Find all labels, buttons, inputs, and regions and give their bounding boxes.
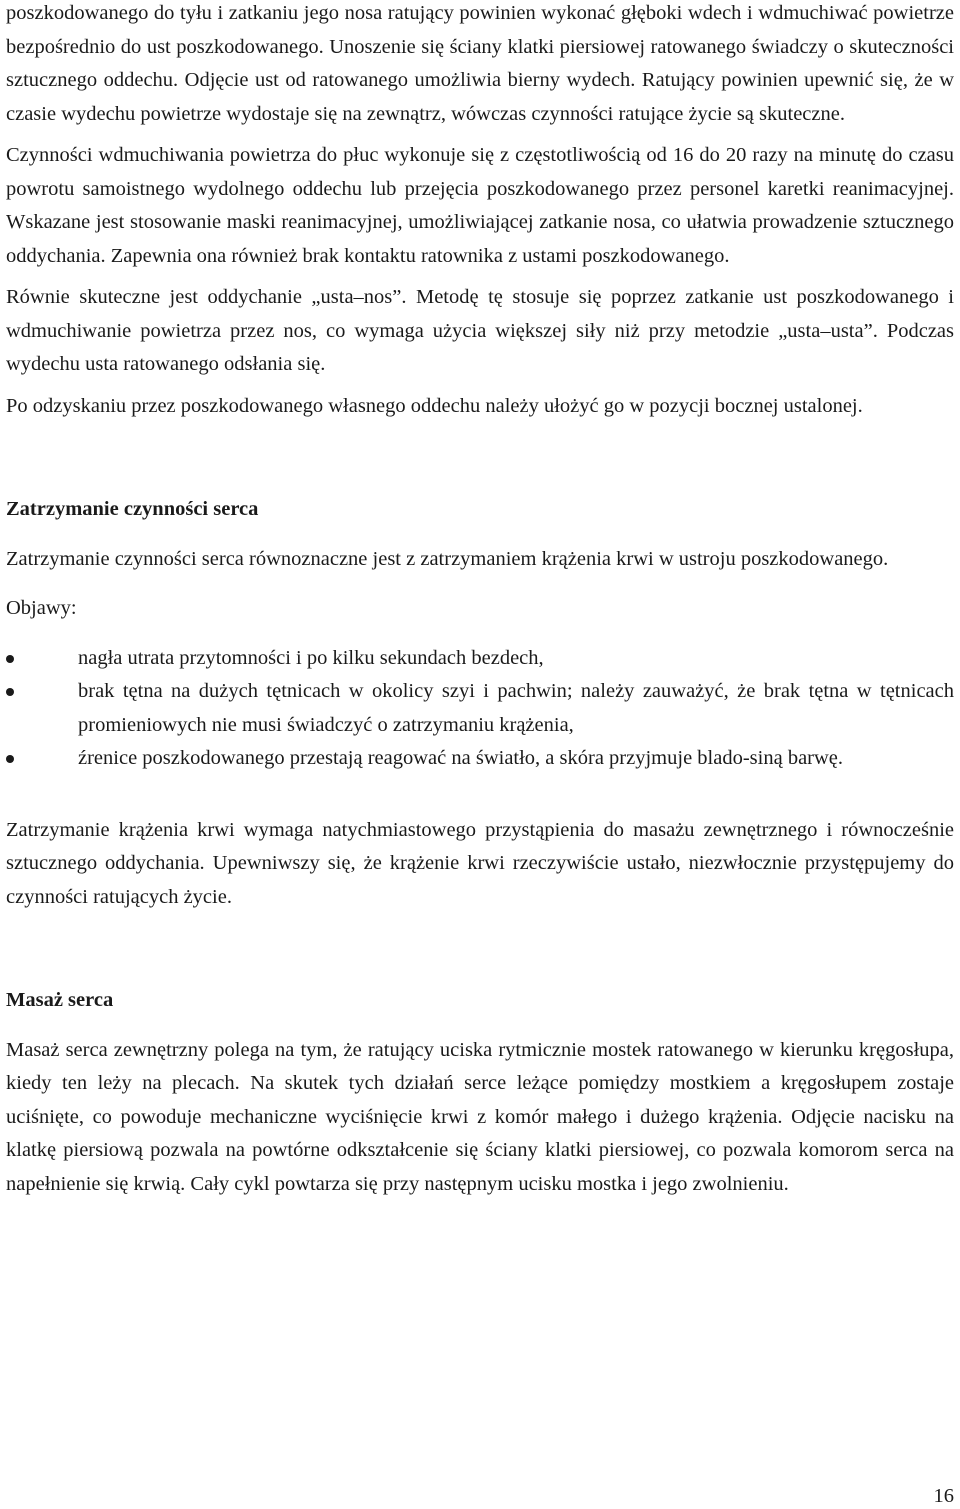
- list-item: [6, 642, 954, 676]
- document-page: [6, 0, 954, 1201]
- bullet-icon: [6, 688, 14, 696]
- section-heading-cardiac-arrest: Zatrzymanie czynności serca: [6, 498, 259, 520]
- symptoms-list: [6, 642, 954, 776]
- symptoms-label: Objawy:: [6, 597, 77, 619]
- paragraph-recovery-position: Po odzyskaniu przez poszkodowanego własnego oddechu należy ułożyć go w pozycji bocznej ustalonej.: [6, 394, 863, 417]
- list-item-text: brak tętna na dużych tętnicach w okolicy szyi i pachwin; należy zauważyć, że brak tętna w tętnicach promieniowych nie musi świadczyć o zatrzymaniu krążenia,: [78, 680, 954, 736]
- paragraph-breathing-frequency: Czynności wdmuchiwania powietrza do płuc wykonuje się z częstotliwością od 16 do 20 razy na minutę do czasu powrotu samoistnego wydolnego oddechu lub przejęcia poszkodowanego przez personel karetki reanimacyjnej. Wskazane jest stosowanie maski reanimacyjnej, umożliwiającej zatkanie nosa, co ułatwia prowadzenie sztucznego oddychania. Zapewnia ona również brak kontaktu ratownika z ustami poszkodowanego.: [6, 144, 954, 267]
- paragraph-heart-massage: Masaż serca zewnętrzny polega na tym, że ratujący uciska rytmicznie mostek ratowanego w kierunku kręgosłupa, kiedy ten leży na plecach. Na skutek tych działań serce leżące pomiędzy mostkiem a kręgosłupem zostaje uciśnięte, co powoduje mechaniczne wyciśnięcie krwi z komór małego i dużego krążenia. Odjęcie nacisku na klatkę piersiową pozwala na powtórne odkształcenie się ściany klatki piersiowej, co pozwala komorom serca na napełnienie się krwią. Cały cykl powtarza się przy następnym ucisku mostka i jego zwolnieniu.: [6, 1038, 954, 1195]
- page-number: 16: [933, 1485, 954, 1507]
- paragraph-cardiac-closing: Zatrzymanie krążenia krwi wymaga natychmiastowego przystąpienia do masażu zewnętrznego i równocześnie sztucznego oddychania. Upewniwszy się, że krążenie krwi rzeczywiście ustało, niezwłocznie przystępujemy do czynności ratujących życie.: [6, 818, 954, 908]
- paragraph-cardiac-intro: Zatrzymanie czynności serca równoznaczne jest z zatrzymaniem krążenia krwi w ustroju poszkodowanego.: [6, 547, 889, 570]
- list-item-text: źrenice poszkodowanego przestają reagować na światło, a skóra przyjmuje blado-siną barwę.: [78, 747, 844, 769]
- bullet-icon: [6, 755, 14, 763]
- section-heading-heart-massage: Masaż serca: [6, 989, 114, 1011]
- paragraph-mouth-to-nose: Równie skuteczne jest oddychanie „usta–nos”. Metodę tę stosuje się poprzez zatkanie ust poszkodowanego i wdmuchiwanie powietrza przez nos, co wymaga użycia większej siły niż przy metodzie „usta–usta”. Podczas wydechu usta ratowanego odsłania się.: [6, 286, 954, 375]
- list-item: [6, 742, 954, 776]
- paragraph-rescue-breathing: poszkodowanego do tyłu i zatkaniu jego nosa ratujący powinien wykonać głęboki wdech i wdmuchiwać powietrze bezpośrednio do ust poszkodowanego. Unoszenie się ściany klatki piersiowej ratowanego świadczy o skuteczności sztucznego oddechu. Odjęcie ust od ratowanego umożliwia bierny wydech. Ratujący powinien upewnić się, że w czasie wydechu powietrze wydostaje się na zewnątrz, wówczas czynności ratujące życie są skuteczne.: [6, 2, 954, 125]
- list-item-text: nagła utrata przytomności i po kilku sekundach bezdech,: [78, 646, 544, 669]
- list-item: [6, 675, 954, 742]
- bullet-icon: [6, 655, 14, 663]
